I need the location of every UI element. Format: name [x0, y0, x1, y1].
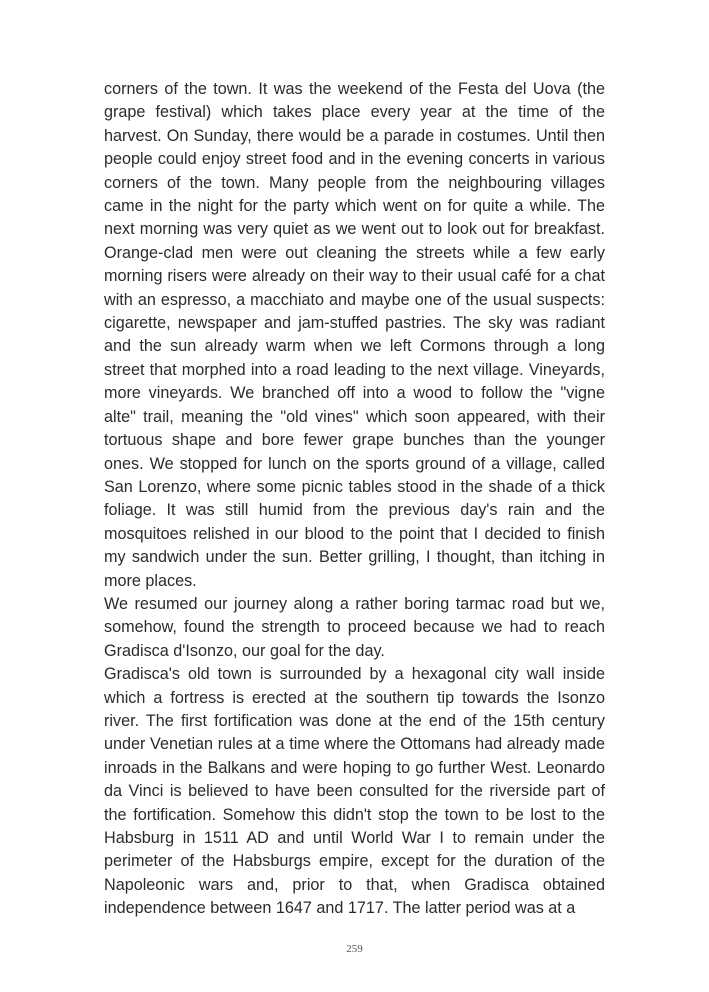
- paragraph-2: We resumed our journey along a rather boring tarmac road but we, somehow, found the strength to proceed because we had to reach Gradisca d'Isonzo, our goal for the day.: [104, 594, 605, 660]
- paragraph-3: Gradisca's old town is surrounded by a hexagonal city wall inside which a fortress is erected at the southern tip towards the Isonzo river. The first fortification was done at the end of the 15th century under Venetian rules at a time where the Ottomans had already made inroads in the Balkans and were hoping to go further West. Leonardo da Vinci is believed to have been consulted for the riverside part of the fortification. Somehow this didn't stop the town to be lost to the Habsburg in 1511 AD and until World War I to remain under the perimeter of the Habsburgs empire, except for the duration of the Napoleonic wars and, prior to that, when Gradisca obtained independence between 1647 and 1717. The latter period was at a: [104, 665, 605, 918]
- page-number: 259: [346, 943, 363, 955]
- body-text: [104, 78, 605, 921]
- paragraph-1: corners of the town. It was the weekend of the Festa del Uova (the grape festival) which takes place every year at the time of the harvest. On Sunday, there would be a parade in costumes. Until then people could enjoy street food and in the evening concerts in various corners of the town. Many people from the neighbouring villages came in the night for the party which went on for quite a while. The next morning was very quiet as we went out to look out for breakfast. Orange-clad men were out cleaning the streets while a few early morning risers were already on their way to their usual café for a chat with an espresso, a macchiato and maybe one of the usual suspects: cigarette, newspaper and jam-stuffed pastries. The sky was radiant and the sun already warm when we left Cormons through a long street that morphed into a road leading to the next village. Vineyards, more vineyards. We branched off into a wood to follow the "vigne alte" trail, meaning the "old vines" which soon appeared, with their tortuous shape and bore fewer grape bunches than the younger ones. We stopped for lunch on the sports ground of a village, called San Lorenzo, where some picnic tables stood in the shade of a thick foliage. It was still humid from the previous day's rain and the mosquitoes relished in our blood to the point that I decided to finish my sandwich under the sun. Better grilling, I thought, than itching in more places.: [104, 80, 605, 590]
